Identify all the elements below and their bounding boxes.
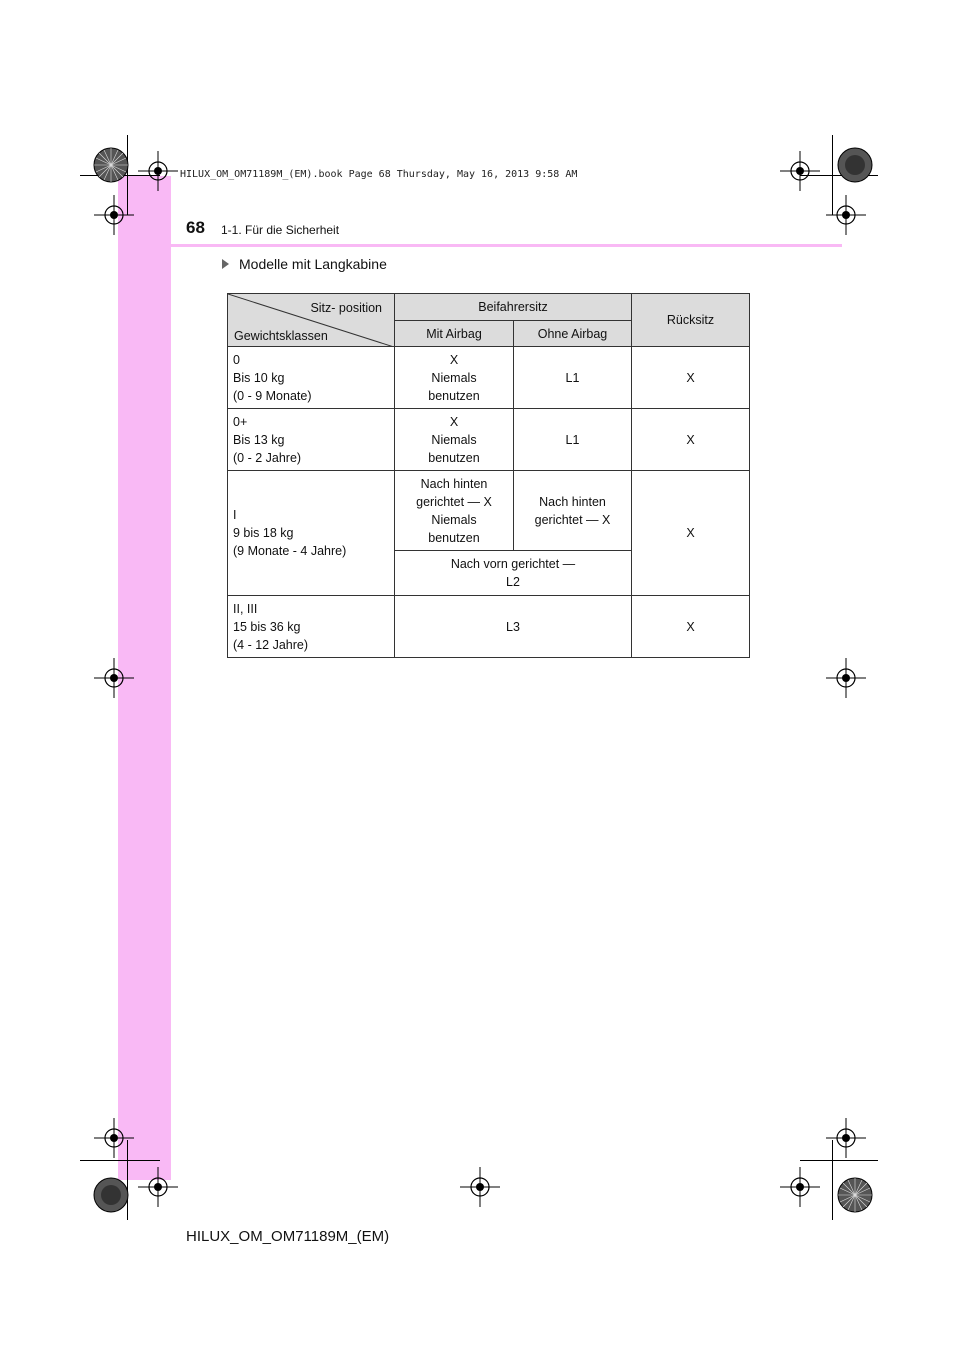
weight-class-cell <box>228 471 395 596</box>
forward-facing-cell <box>395 551 632 596</box>
header-without-airbag: Ohne Airbag <box>514 321 632 347</box>
passenger-seat-cell: L3 <box>395 596 632 658</box>
table-row <box>228 471 750 551</box>
cell-line: Nach hinten <box>420 476 488 491</box>
cell-line: (0 - 9 Monate) <box>233 388 312 403</box>
table-row <box>228 347 750 409</box>
crosshair-mark-icon <box>780 151 820 191</box>
subheading <box>222 256 387 272</box>
cell-line: (9 Monate - 4 Jahre) <box>233 544 347 558</box>
cell-line: 15 bis 36 kg <box>233 619 301 634</box>
crosshair-mark-icon <box>826 1118 866 1158</box>
header-rear-seat: Rücksitz <box>632 294 750 347</box>
cell-line: (0 - 2 Jahre) <box>233 450 302 465</box>
cell-line: benutzen <box>428 530 480 545</box>
crosshair-mark-icon <box>826 195 866 235</box>
cell-line: Niemals <box>431 432 477 447</box>
rear-seat-cell: X <box>632 347 750 409</box>
cell-line: Bis 10 kg <box>233 370 285 385</box>
cell-line: 9 bis 18 kg <box>233 526 294 540</box>
cell-line: Niemals <box>431 512 477 527</box>
cell-line: Bis 13 kg <box>233 432 285 447</box>
cell-line: II, III <box>233 601 258 616</box>
registration-mark-icon <box>835 145 875 185</box>
crosshair-mark-icon <box>94 1118 134 1158</box>
cell-line: (4 - 12 Jahre) <box>233 637 309 652</box>
book-info-line: HILUX_OM_OM71189M_(EM).book Page 68 Thursday, May 16, 2013 9:58 AM <box>180 169 578 180</box>
section-title: 1-1. Für die Sicherheit <box>221 223 340 237</box>
child-seat-table <box>227 293 750 658</box>
header-passenger-seat: Beifahrersitz <box>395 294 632 321</box>
cell-line: benutzen <box>428 388 480 403</box>
cell-line: L2 <box>506 575 520 589</box>
subheading-text: Modelle mit Langkabine <box>239 256 387 272</box>
crop-mark <box>800 1160 878 1161</box>
registration-mark-icon <box>91 1175 131 1215</box>
weight-class-cell <box>228 596 395 658</box>
cell-line: Niemals <box>431 370 477 385</box>
cell-line: X <box>449 414 459 429</box>
cell-line: Nach vorn gerichtet — <box>450 557 576 571</box>
table-row <box>228 409 750 471</box>
with-airbag-cell <box>395 347 514 409</box>
header-with-airbag: Mit Airbag <box>395 321 514 347</box>
crop-mark <box>80 1160 160 1161</box>
cell-line: 0+ <box>233 414 248 429</box>
cell-line: I <box>233 508 237 522</box>
cell-line: gerichtet — X <box>416 494 492 509</box>
cell-line: X <box>449 352 459 367</box>
diagonal-header-cell <box>228 294 395 347</box>
crosshair-mark-icon <box>138 151 178 191</box>
header-rule <box>118 244 842 247</box>
page-number: 68 <box>186 218 205 237</box>
header-weight-classes: Gewichtsklassen <box>234 329 328 343</box>
without-airbag-cell: L1 <box>514 409 632 471</box>
triangle-bullet-icon <box>222 259 229 269</box>
footer-document-id: HILUX_OM_OM71189M_(EM) <box>186 1228 390 1245</box>
without-airbag-cell <box>514 471 632 551</box>
crosshair-mark-icon <box>460 1167 500 1207</box>
rear-seat-cell: X <box>632 596 750 658</box>
with-airbag-cell <box>395 471 514 551</box>
cell-line: Nach hinten <box>539 494 606 509</box>
registration-mark-icon <box>91 145 131 185</box>
crosshair-mark-icon <box>780 1167 820 1207</box>
cell-line: gerichtet — X <box>534 512 611 527</box>
crosshair-mark-icon <box>138 1167 178 1207</box>
registration-mark-icon <box>835 1175 875 1215</box>
with-airbag-cell <box>395 409 514 471</box>
without-airbag-cell: L1 <box>514 347 632 409</box>
table-row <box>228 596 750 658</box>
weight-class-cell <box>228 409 395 471</box>
cell-line: 0 <box>233 352 240 367</box>
rear-seat-cell: X <box>632 409 750 471</box>
weight-class-cell <box>228 347 395 409</box>
crosshair-mark-icon <box>826 658 866 698</box>
cell-line: benutzen <box>428 450 480 465</box>
header-seat-position: Sitz- position <box>310 301 382 315</box>
crosshair-mark-icon <box>94 195 134 235</box>
rear-seat-cell: X <box>632 471 750 596</box>
crosshair-mark-icon <box>94 658 134 698</box>
